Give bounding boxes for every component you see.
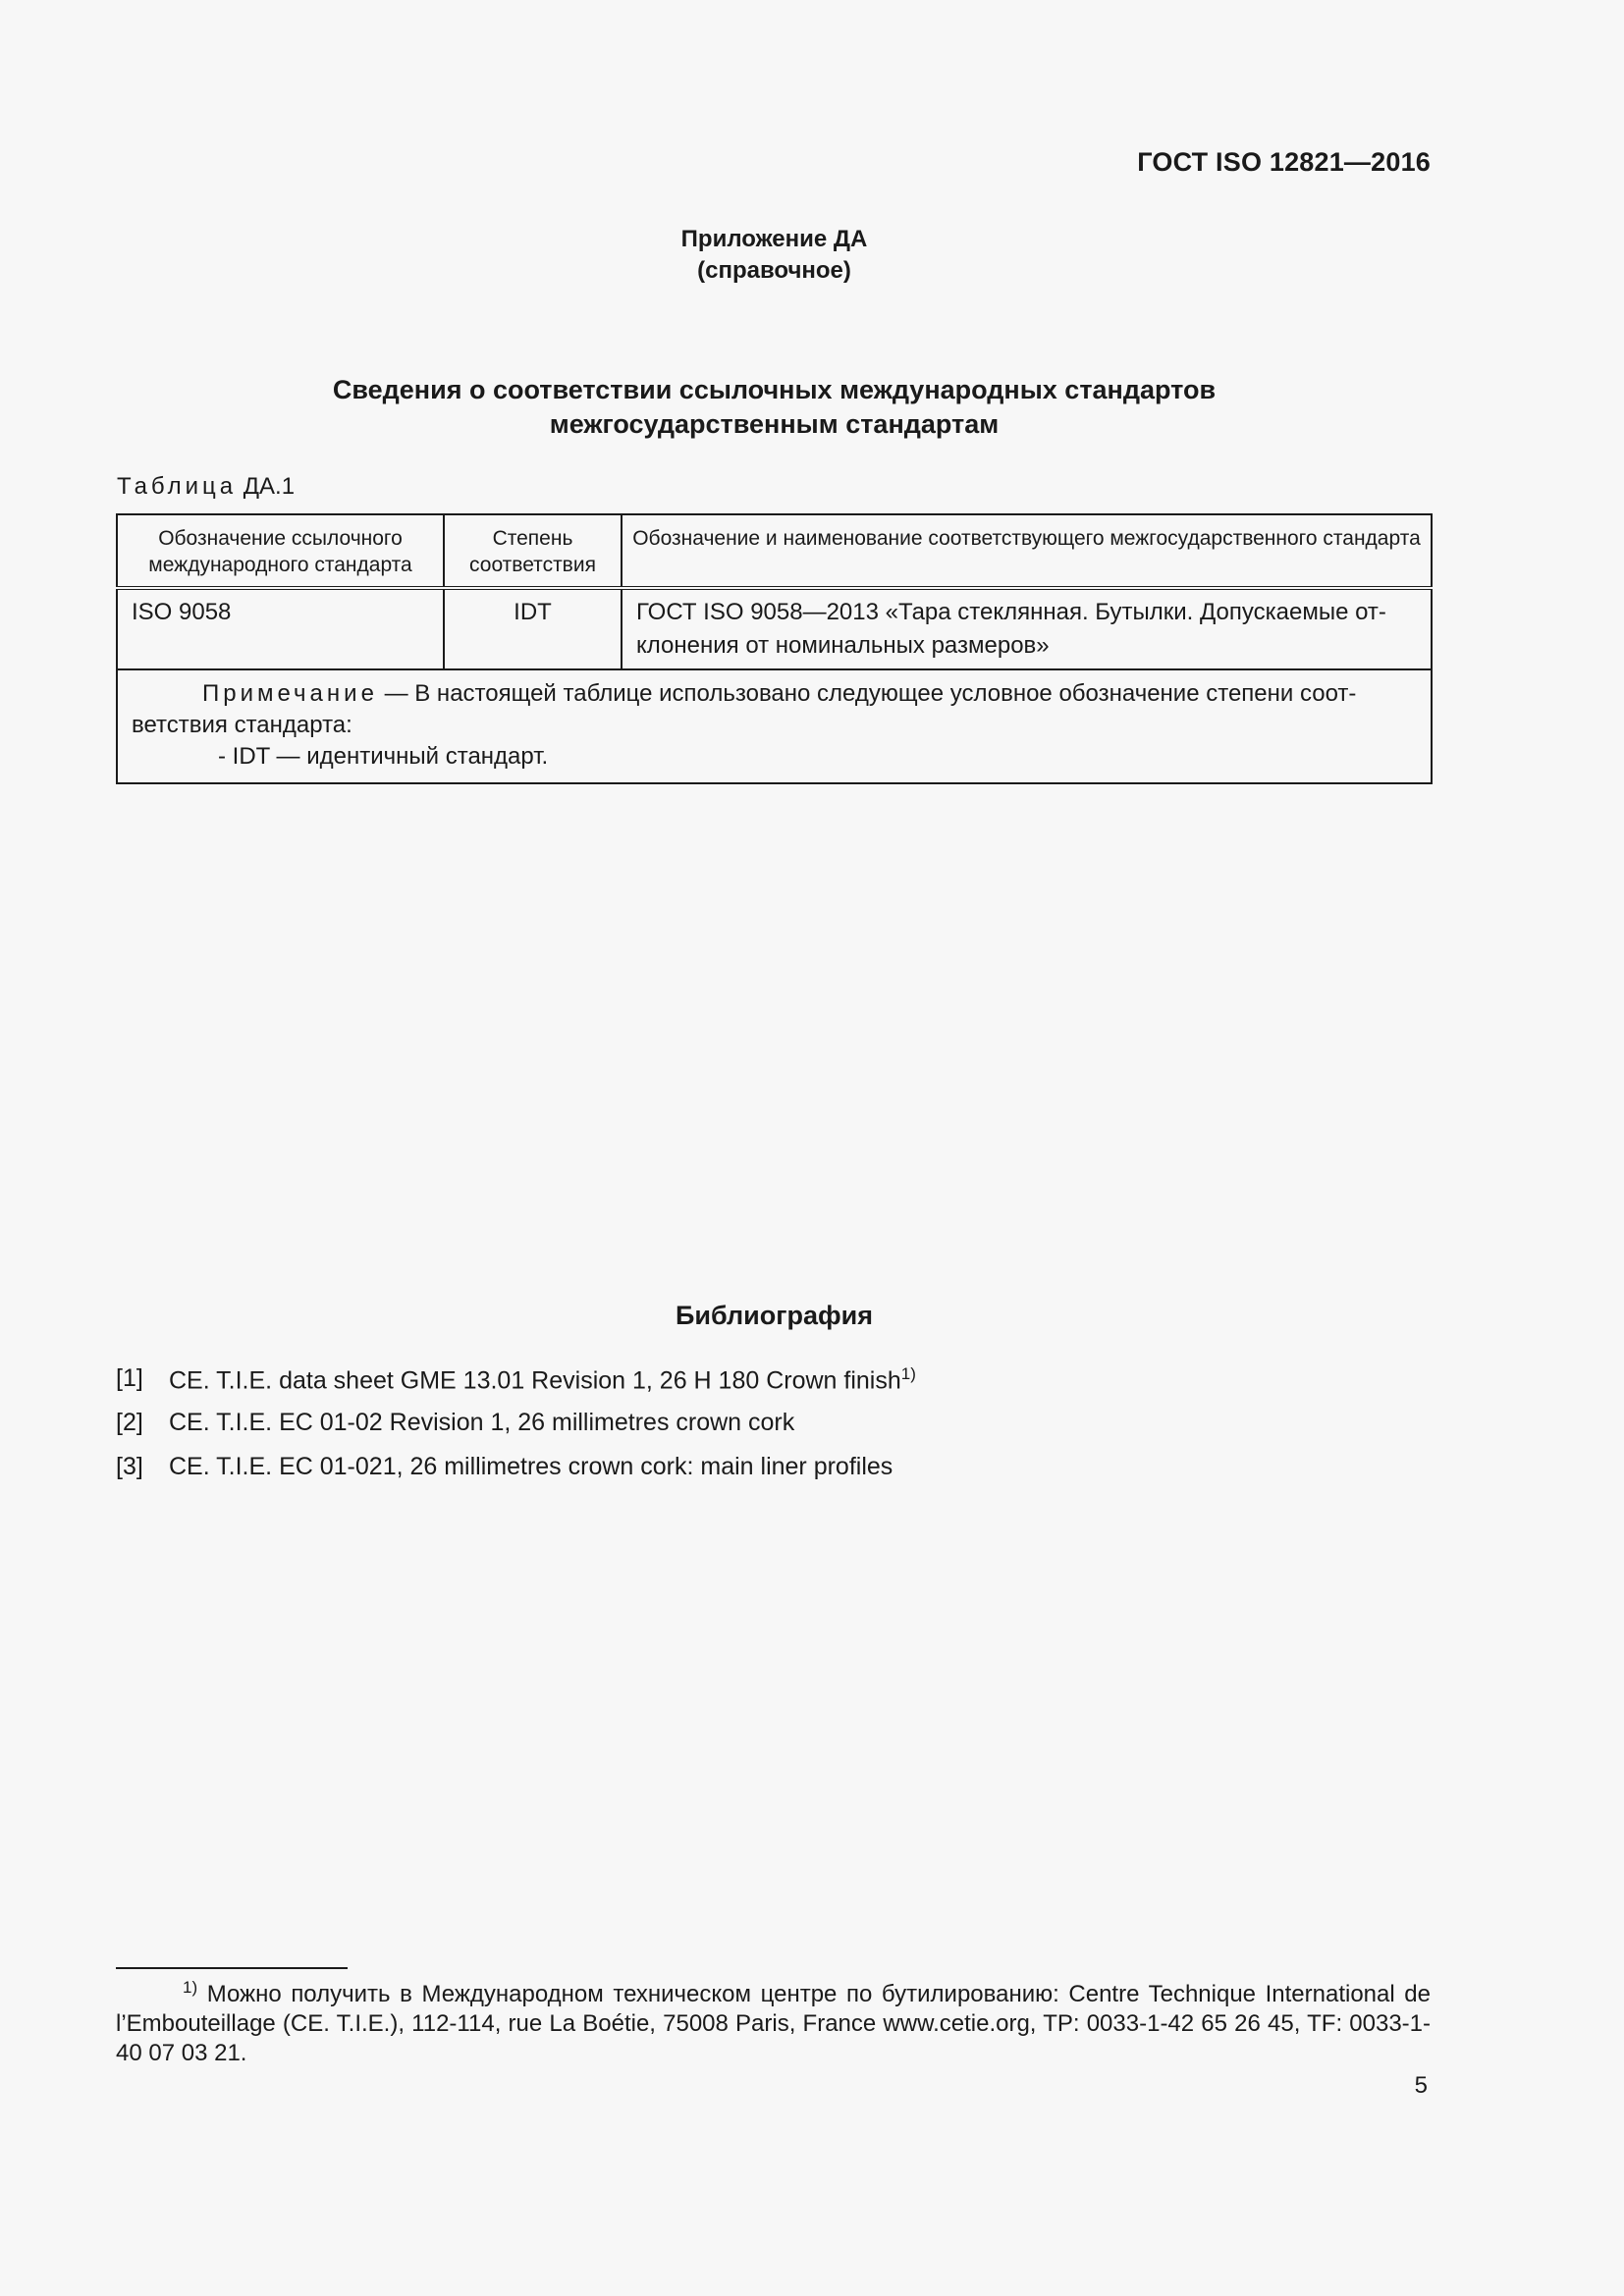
footnote-divider (116, 1967, 348, 1969)
note-paragraph (132, 678, 1417, 741)
appendix-kind: (справочное) (697, 257, 851, 284)
bibliography-text: CE. T.I.E. EC 01-02 Revision 1, 26 millimetres crown cork (169, 1409, 795, 1436)
table-note (117, 669, 1432, 783)
table-caption (117, 473, 295, 501)
footnote-mark: 1) (183, 1978, 198, 1997)
section-title-line-1: Сведения о соответствии ссылочных международных стандартов (332, 375, 1217, 404)
appendix-heading (0, 224, 1548, 287)
footnote-text: Можно получить в Международном техническом центре по бутилированию: Centre Technique International de l’Embouteillage (CE. T.I.E.), 112-114, rue La Boétie, 75008 Paris, France www.cetie.org, TP: 0033-1-42 65 26 45, TF: 0033-1-40 07 03 21. (116, 1981, 1431, 2066)
cell-degree: IDT (444, 588, 622, 669)
page-number: 5 (1414, 2072, 1428, 2099)
correspondence-table (116, 513, 1433, 784)
cell-intl-standard: ISO 9058 (117, 588, 444, 669)
note-text: — В настоящей таблице использовано следующее условное обозначение степени соответствия стандарта: (132, 680, 1357, 738)
bibliography-number: [3] (116, 1453, 143, 1480)
cell-national-standard: ГОСТ ISO 9058—2013 «Тара стеклянная. Бутылки. Допускаемые отклонения от номинальных размеров» (622, 588, 1432, 669)
bibliography-number: [1] (116, 1364, 143, 1392)
table-note-row (117, 669, 1432, 783)
section-title (0, 373, 1548, 442)
header-degree: Степень соответствия (444, 514, 622, 588)
bibliography-text: CE. T.I.E. EC 01-021, 26 millimetres crown cork: main liner profiles (169, 1453, 893, 1480)
table-caption-number: ДА.1 (243, 473, 296, 500)
appendix-title: Приложение ДА (680, 226, 868, 252)
table-header-row (117, 514, 1432, 588)
bibliography-number: [2] (116, 1409, 143, 1436)
header-national-standard: Обозначение и наименование соответствующего межгосударственного стандарта (622, 514, 1432, 588)
table-row (117, 588, 1432, 669)
table-caption-word: Таблица (117, 473, 238, 500)
header-intl-standard: Обозначение ссылочного международного стандарта (117, 514, 444, 588)
note-label: Примечание (202, 680, 378, 707)
bibliography-item (116, 1364, 1432, 1409)
footnote-ref[interactable]: 1) (900, 1364, 916, 1383)
bibliography-text (169, 1364, 916, 1409)
note-list-item: - IDT — идентичный стандарт. (218, 743, 549, 770)
document-code: ГОСТ ISO 12821—2016 (1137, 147, 1431, 177)
footnote (116, 1973, 1431, 2068)
bibliography-list (116, 1364, 1432, 1497)
bibliography-title: Библиография (676, 1301, 873, 1330)
bibliography-item (116, 1409, 1432, 1453)
bibliography-text-body: CE. T.I.E. data sheet GME 13.01 Revision 1, 26 H 180 Crown finish (169, 1366, 901, 1395)
bibliography-item (116, 1453, 1432, 1497)
section-title-line-2: межгосударственным стандартам (549, 409, 1000, 439)
